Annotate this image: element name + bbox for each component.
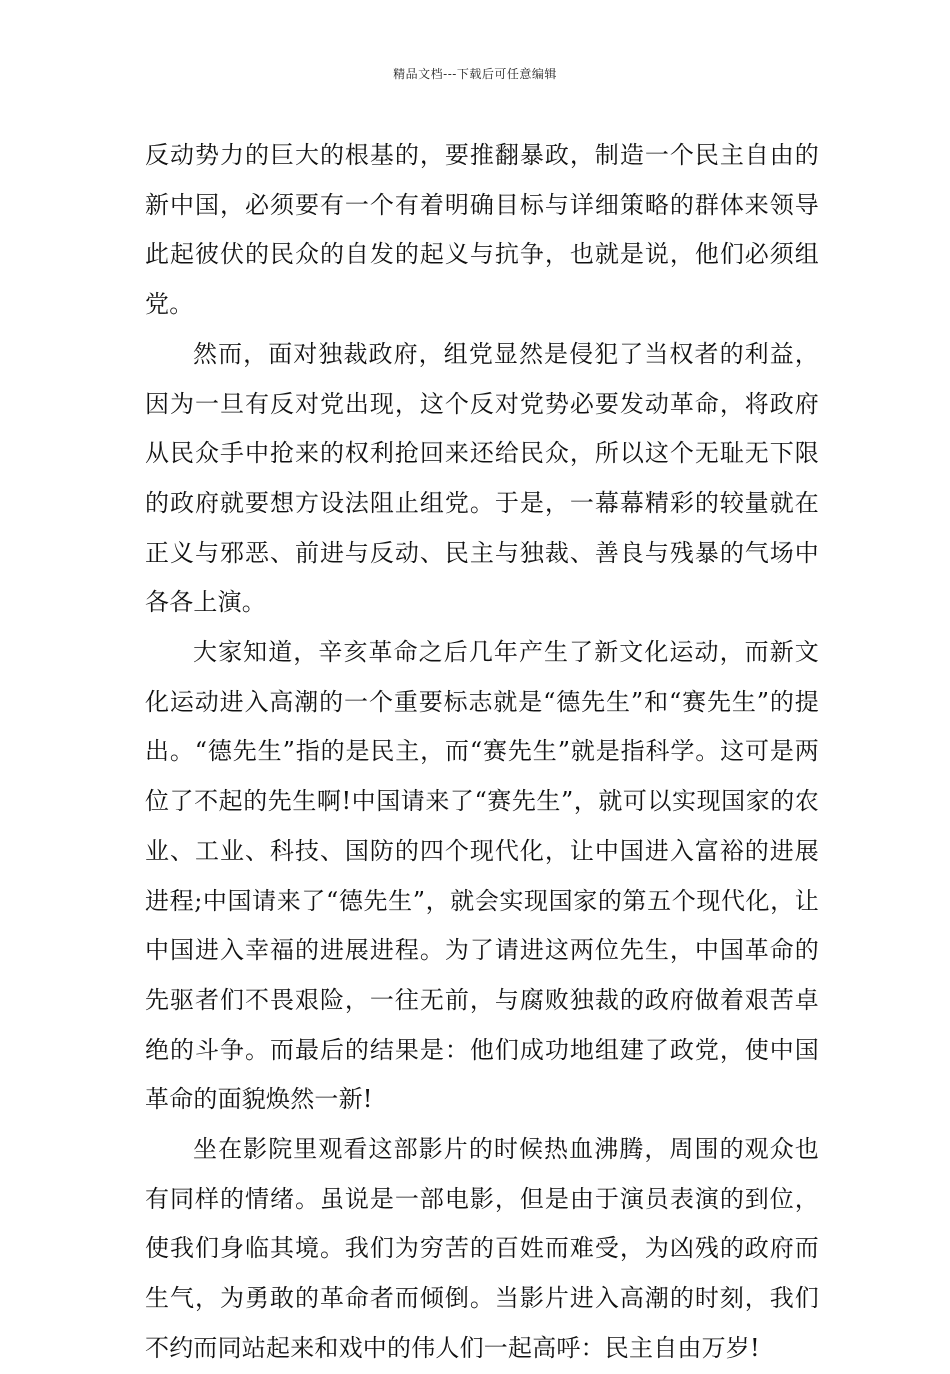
paragraph-3: 大家知道，辛亥革命之后几年产生了新文化运动，而新文化运动进入高潮的一个重要标志就是“德先生”和“赛先生”的提出。“德先生”指的是民主，而“赛先生”就是指科学。这可是两位了不起的先生啊!中国请来了“赛先生”，就可以实现国家的农业、工业、科技、国防的四个现代化，让中国进入富裕的进展进程;中国请来了“德先生”，就会实现国家的第五个现代化，让中国进入幸福的进展进程。为了请进这两位先生，中国革命的先驱者们不畏艰险，一往无前，与腐败独裁的政府做着艰苦卓绝的斗争。而最后的结果是：他们成功地组建了政党，使中国革命的面貌焕然一新! xyxy=(145,638,819,1114)
paragraph-2: 然而，面对独裁政府，组党显然是侵犯了当权者的利益，因为一旦有反对党出现，这个反对党势必要发动革命，将政府从民众手中抢来的权利抢回来还给民众，所以这个无耻无下限的政府就要想方设法阻止组党。于是，一幕幕精彩的较量就在正义与邪恶、前进与反动、民主与独裁、善良与残暴的气场中各各上演。 xyxy=(145,339,819,617)
paragraph-1: 反动势力的巨大的根基的，要推翻暴政，制造一个民主自由的新中国，必须要有一个有着明确目标与详细策略的群体来领导此起彼伏的民众的自发的起义与抗争，也就是说，他们必须组党。 xyxy=(145,141,819,319)
document-body xyxy=(145,131,819,1374)
page-header: 精品文档---下载后可任意编辑 xyxy=(393,67,557,81)
paragraph-4: 坐在影院里观看这部影片的时候热血沸腾，周围的观众也有同样的情绪。虽说是一部电影，但是由于演员表演的到位，使我们身临其境。我们为穷苦的百姓而难受，为凶残的政府而生气，为勇敢的革命者而倾倒。当影片进入高潮的时刻，我们不约而同站起来和戏中的伟人们一起高呼：民主自由万岁! xyxy=(145,1135,819,1362)
